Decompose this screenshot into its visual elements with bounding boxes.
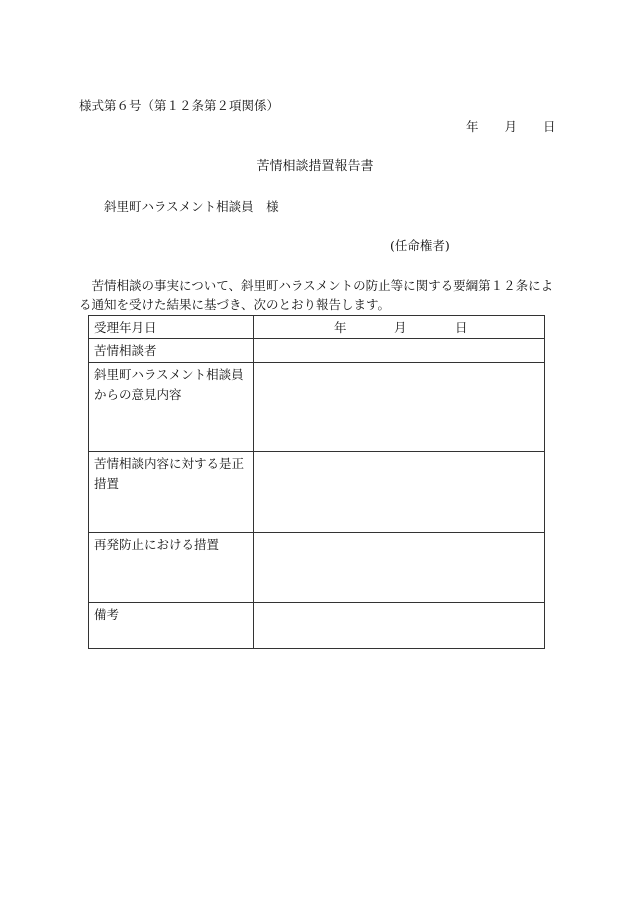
table-row [89, 316, 545, 339]
complainant-label: 苦情相談者 [89, 339, 254, 363]
table-row [89, 533, 545, 603]
remarks-label: 備考 [89, 603, 254, 649]
date-month-label: 月 [504, 119, 518, 134]
counselor-opinion-value[interactable] [254, 363, 545, 452]
received-date-label: 受理年月日 [89, 316, 254, 339]
table-row [89, 363, 545, 452]
body-paragraph: 苦情相談の事実について、斜里町ハラスメントの防止等に関する要綱第１２条による通知を受けた結果に基づき、次のとおり報告します。 [79, 278, 554, 312]
appointer-label: (任命権者) [390, 238, 450, 253]
received-year-label: 年 [334, 320, 347, 335]
date-year-label: 年 [466, 119, 479, 134]
report-table [88, 315, 545, 649]
received-month-label: 月 [394, 320, 407, 335]
remarks-value[interactable] [254, 603, 545, 649]
received-day-label: 日 [455, 320, 468, 335]
table-row [89, 452, 545, 533]
corrective-measures-value[interactable] [254, 452, 545, 533]
table-row [89, 339, 545, 363]
document-title: 苦情相談措置報告書 [256, 159, 374, 174]
report-date [466, 117, 556, 135]
form-number-label: 様式第６号（第１２条第２項関係） [79, 98, 280, 113]
corrective-measures-label: 苦情相談内容に対する是正措置 [89, 452, 254, 533]
date-day-label: 日 [543, 119, 556, 134]
recurrence-prevention-value[interactable] [254, 533, 545, 603]
addressee: 斜里町ハラスメント相談員 様 [104, 199, 279, 214]
counselor-opinion-label: 斜里町ハラスメント相談員からの意見内容 [89, 363, 254, 452]
complainant-value[interactable] [254, 339, 545, 363]
table-row [89, 603, 545, 649]
received-date-value[interactable] [254, 316, 545, 339]
recurrence-prevention-label: 再発防止における措置 [89, 533, 254, 603]
